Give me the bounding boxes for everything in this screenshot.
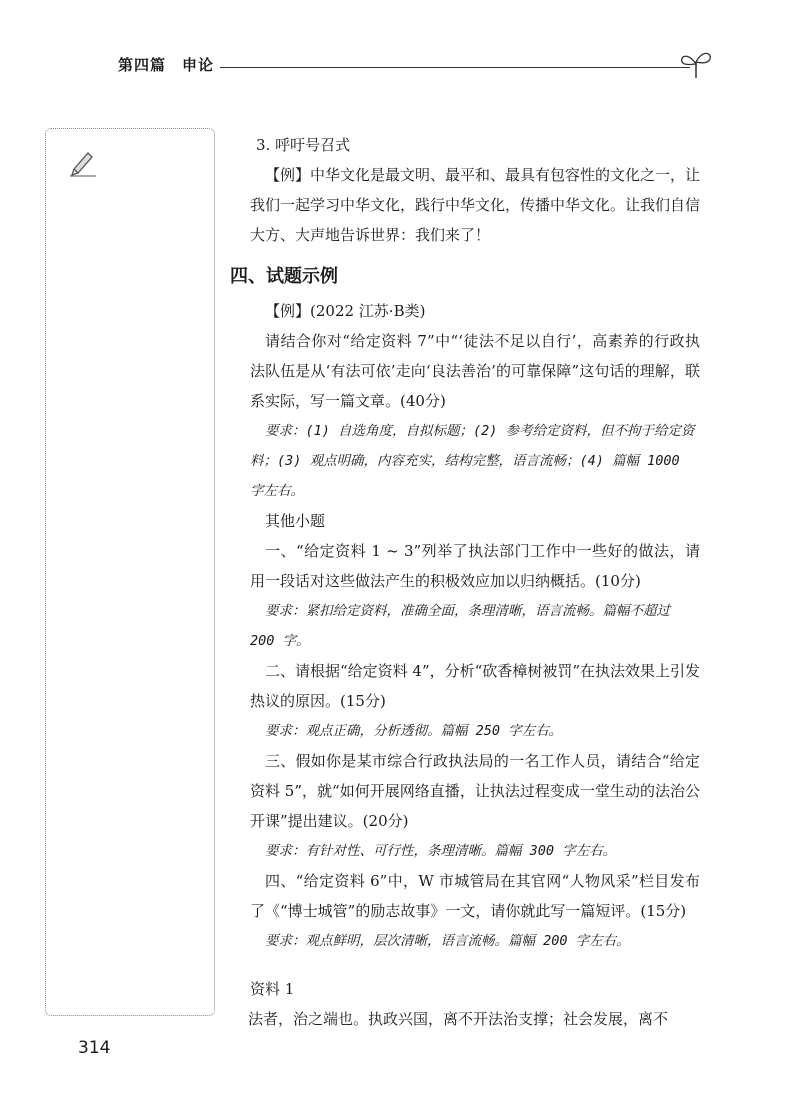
sub-heading: 3. 呼吁号召式 — [256, 136, 351, 154]
notes-sidebar — [45, 128, 215, 1016]
page-number: 314 — [78, 1038, 111, 1058]
sprout-icon — [676, 48, 716, 80]
question-2: 二、请根据“给定资料 4”，分析“砍香樟树被罚”在执法效果上引发热议的原因。(15分) — [250, 662, 700, 710]
section-heading: 四、试题示例 — [230, 266, 338, 287]
question-3-requirements: 要求：有针对性、可行性，条理清晰。篇幅 300 字左右。 — [265, 843, 617, 859]
question-main: 请结合你对“给定资料 7”中“‘徒法不足以自行’，高素养的行政执法队伍是从‘有法可依’走向‘良法善治’的可靠保障”这句话的理解，联系实际，写一篇文章。(40分) — [250, 332, 700, 410]
question-requirements: 要求：(1) 自选角度，自拟标题；(2) 参考给定资料，但不拘于给定资料；(3) 观点明确，内容充实，结构完整，语言流畅；(4) 篇幅 1000 字左右。 — [250, 423, 695, 499]
running-header — [118, 50, 718, 80]
other-questions-heading: 其他小题 — [265, 512, 326, 530]
section-title-header: 第四篇 申论 — [118, 56, 215, 74]
material-title: 资料 1 — [250, 980, 295, 998]
question-1-requirements: 要求：紧扣给定资料，准确全面，条理清晰，语言流畅。篇幅不超过 200 字。 — [250, 603, 670, 649]
pencil-icon — [68, 147, 98, 177]
question-2-requirements: 要求：观点正确，分析透彻。篇幅 250 字左右。 — [265, 723, 563, 739]
question-4: 四、“给定资料 6”中，W 市城管局在其官网“人物风采”栏目发布了《“博士城管”的励志故事》一文，请你就此写一篇短评。(15分) — [250, 872, 700, 920]
question-3: 三、假如你是某市综合行政执法局的一名工作人员，请结合“给定资料 5”，就“如何开展网络直播，让执法过程变成一堂生动的法治公开课”提出建议。(20分) — [250, 752, 700, 830]
example-label: 【例】(2022 江苏·B类) — [265, 302, 426, 320]
question-1: 一、“给定资料 1 ~ 3”列举了执法部门工作中一些好的做法，请用一段话对这些做法产生的积极效应加以归纳概括。(10分) — [250, 542, 700, 590]
example-paragraph: 【例】中华文化是最文明、最平和、最具有包容性的文化之一，让我们一起学习中华文化，践行中华文化，传播中华文化。让我们自信大方、大声地告诉世界：我们来了！ — [250, 166, 701, 244]
material-text: 法者，治之端也。执政兴国，离不开法治支撑；社会发展，离不 — [248, 1010, 669, 1028]
question-4-requirements: 要求：观点鲜明，层次清晰，语言流畅。篇幅 200 字左右。 — [265, 933, 630, 949]
header-rule — [220, 67, 690, 68]
main-content — [230, 130, 701, 1034]
